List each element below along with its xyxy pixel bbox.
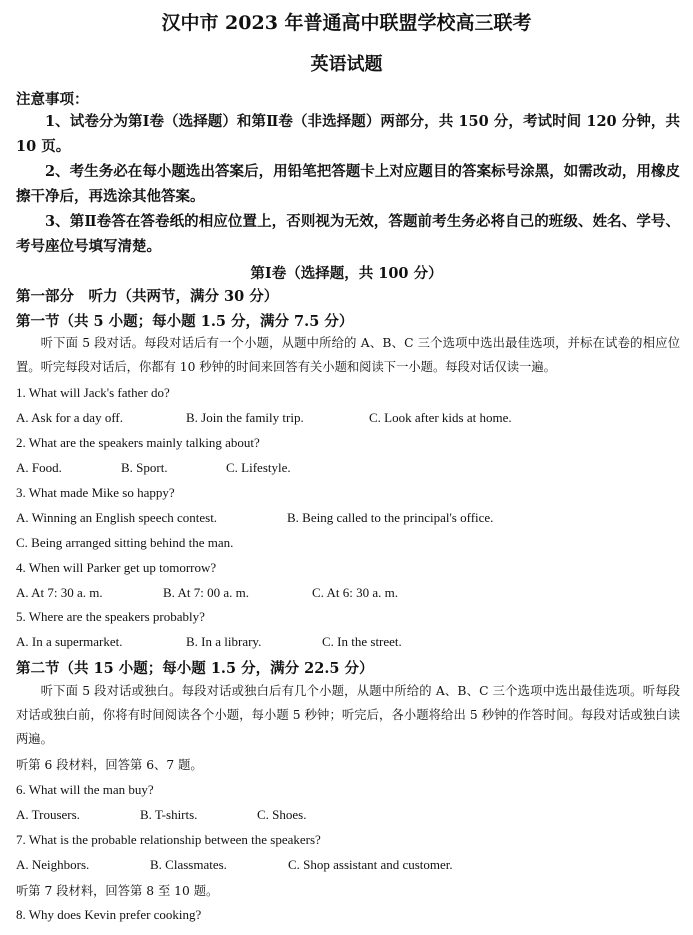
notice-item-3: 3、第Ⅱ卷答在答卷纸的相应位置上，否则视为无效，答题前考生务必将自己的班级、姓名、学号、考号座位号填写清楚。 — [16, 213, 680, 255]
part1-heading: 第一部分 听力（共两节，满分 30 分） — [16, 288, 279, 305]
question-6: 6. What will the man buy? — [16, 782, 154, 797]
q6-option-a: A. Trousers. — [16, 807, 80, 822]
section1-instruction: 听下面 5 段对话。每段对话后有一个小题，从题中所给的 A、B、C 三个选项中选出最佳选项，并标在试卷的相应位置。听完每段对话后，你都有 10 秒钟的时间来回答有关小题和阅读下一小题。每段对话仅读一遍。 — [16, 336, 680, 374]
question-5: 5. Where are the speakers probably? — [16, 609, 205, 624]
q1-option-a: A. Ask for a day off. — [16, 410, 123, 425]
q7-option-b: B. Classmates. — [150, 857, 227, 872]
question-7: 7. What is the probable relationship between the speakers? — [16, 832, 321, 847]
question-1: 1. What will Jack's father do? — [16, 385, 170, 400]
material-7-note: 听第 7 段材料，回答第 8 至 10 题。 — [16, 884, 219, 898]
q4-option-b: B. At 7: 00 a. m. — [163, 585, 249, 600]
question-3: 3. What made Mike so happy? — [16, 485, 175, 500]
q4-option-c: C. At 6: 30 a. m. — [312, 585, 398, 600]
question-8: 8. Why does Kevin prefer cooking? — [16, 907, 202, 922]
notice-item-1: 1、试卷分为第Ⅰ卷（选择题）和第Ⅱ卷（非选择题）两部分，共 150 分，考试时间 120 分钟，共 10 页。 — [16, 113, 680, 155]
q2-option-a: A. Food. — [16, 460, 62, 475]
q5-option-c: C. In the street. — [322, 634, 402, 649]
exam-title: 汉中市 2023 年普通高中联盟学校高三联考 — [161, 12, 532, 34]
q3-option-a: A. Winning an English speech contest. — [16, 510, 218, 525]
q1-option-b: B. Join the family trip. — [186, 410, 304, 425]
q3-option-c: C. Being arranged sitting behind the man. — [16, 535, 234, 550]
volume-heading: 第Ⅰ卷（选择题，共 100 分） — [250, 265, 443, 282]
notice-heading: 注意事项： — [16, 91, 89, 108]
q4-option-a: A. At 7: 30 a. m. — [16, 585, 103, 600]
q2-option-b: B. Sport. — [121, 460, 168, 475]
question-4: 4. When will Parker get up tomorrow? — [16, 560, 217, 575]
q1-option-c: C. Look after kids at home. — [369, 410, 512, 425]
material-6-note: 听第 6 段材料，回答第 6、7 题。 — [16, 758, 203, 772]
section1-heading: 第一节（共 5 小题；每小题 1.5 分，满分 7.5 分） — [16, 313, 354, 330]
exam-subtitle: 英语试题 — [310, 54, 383, 75]
q5-option-b: B. In a library. — [186, 634, 262, 649]
q7-option-c: C. Shop assistant and customer. — [288, 857, 453, 872]
q5-option-a: A. In a supermarket. — [16, 634, 123, 649]
question-2: 2. What are the speakers mainly talking about? — [16, 435, 260, 450]
q3-option-b: B. Being called to the principal's office. — [287, 510, 494, 525]
section2-heading: 第二节（共 15 小题；每小题 1.5 分，满分 22.5 分） — [16, 660, 374, 677]
q6-option-c: C. Shoes. — [257, 807, 307, 822]
notice-item-2: 2、考生务必在每小题选出答案后，用铅笔把答题卡上对应题目的答案标号涂黑，如需改动，用橡皮擦干净后，再选涂其他答案。 — [16, 163, 680, 205]
q7-option-a: A. Neighbors. — [16, 857, 90, 872]
q2-option-c: C. Lifestyle. — [226, 460, 291, 475]
section2-instruction: 听下面 5 段对话或独白。每段对话或独白后有几个小题，从题中所给的 A、B、C 三个选项中选出最佳选项。听每段对话或独白前，你将有时间阅读各个小题，每小题 5 秒钟；听完后，各小题将给出 5 秒钟的作答时间。每段对话或独白读两遍。 — [16, 684, 680, 746]
q6-option-b: B. T-shirts. — [140, 807, 198, 822]
